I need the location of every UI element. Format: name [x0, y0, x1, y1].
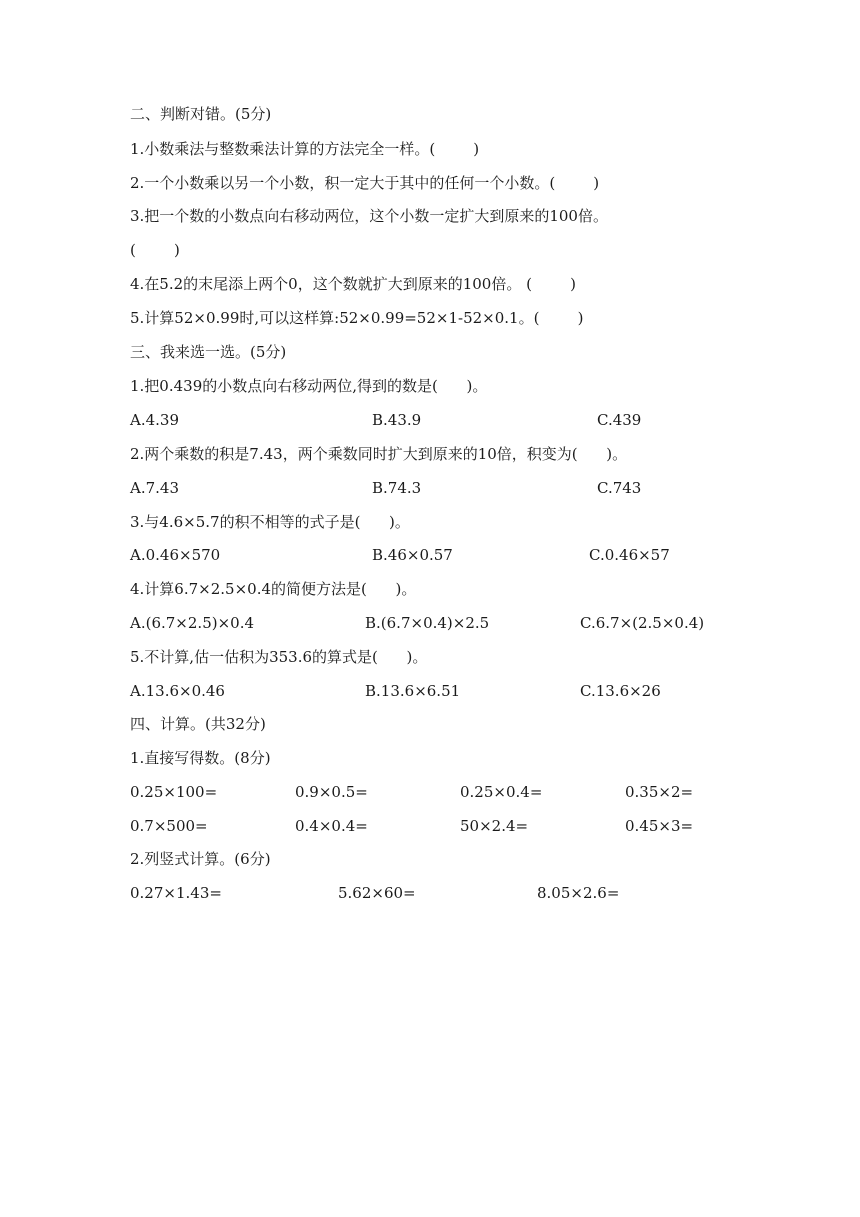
section3-q2-option-c: C.743 — [597, 479, 642, 497]
section4-part1-title: 1.直接写得数。(8分) — [130, 749, 271, 767]
section3-q4-option-b: B.(6.7×0.4)×2.5 — [365, 614, 490, 632]
mental-math-item: 0.35×2= — [625, 783, 694, 801]
section3-q1-option-b: B.43.9 — [372, 411, 422, 429]
section3-question-3: 3.与4.6×5.7的积不相等的式子是( )。 — [130, 513, 410, 531]
section3-q2-option-b: B.74.3 — [372, 479, 422, 497]
section2-question-1: 1.小数乘法与整数乘法计算的方法完全一样。( ) — [130, 140, 480, 158]
mental-math-item: 0.25×0.4= — [460, 783, 543, 801]
vertical-calc-item: 0.27×1.43= — [130, 884, 222, 902]
section2-title: 二、判断对错。(5分) — [130, 105, 272, 123]
section3-question-5: 5.不计算,估一估积为353.6的算式是( )。 — [130, 648, 428, 666]
section2-question-5: 5.计算52×0.99时,可以这样算:52×0.99=52×1-52×0.1。( ) — [130, 309, 584, 327]
mental-math-item: 50×2.4= — [460, 817, 529, 835]
section3-q1-option-a: A.4.39 — [130, 411, 179, 429]
section2-question-2: 2.一个小数乘以另一个小数，积一定大于其中的任何一个小数。( ) — [130, 174, 600, 192]
section3-q4-option-c: C.6.7×(2.5×0.4) — [580, 614, 705, 632]
mental-math-item: 0.7×500= — [130, 817, 208, 835]
vertical-calc-item: 5.62×60= — [338, 884, 416, 902]
section4-part2-title: 2.列竖式计算。(6分) — [130, 850, 271, 868]
section3-q5-option-c: C.13.6×26 — [580, 682, 661, 700]
section3-q3-option-a: A.0.46×570 — [130, 546, 221, 564]
vertical-calc-item: 8.05×2.6= — [537, 884, 620, 902]
section4-title: 四、计算。(共32分) — [130, 715, 266, 733]
section3-question-4: 4.计算6.7×2.5×0.4的简便方法是( )。 — [130, 580, 417, 598]
mental-math-item: 0.4×0.4= — [295, 817, 368, 835]
section3-q4-option-a: A.(6.7×2.5)×0.4 — [130, 614, 255, 632]
section2-question-3: 3.把一个数的小数点向右移动两位，这个小数一定扩大到原来的100倍。 — [130, 207, 608, 225]
section3-q3-option-b: B.46×0.57 — [372, 546, 453, 564]
section3-q5-option-a: A.13.6×0.46 — [130, 682, 225, 700]
section3-q5-option-b: B.13.6×6.51 — [365, 682, 461, 700]
mental-math-item: 0.9×0.5= — [295, 783, 368, 801]
section3-question-1: 1.把0.439的小数点向右移动两位,得到的数是( )。 — [130, 377, 488, 395]
section3-q3-option-c: C.0.46×57 — [589, 546, 670, 564]
section3-title: 三、我来选一选。(5分) — [130, 343, 287, 361]
mental-math-item: 0.25×100= — [130, 783, 218, 801]
mental-math-item: 0.45×3= — [625, 817, 694, 835]
section3-q2-option-a: A.7.43 — [130, 479, 179, 497]
section2-question-3-bracket: ( ) — [130, 241, 180, 259]
section3-question-2: 2.两个乘数的积是7.43，两个乘数同时扩大到原来的10倍，积变为( )。 — [130, 445, 628, 463]
section2-question-4: 4.在5.2的末尾添上两个0，这个数就扩大到原来的100倍。 ( ) — [130, 275, 576, 293]
section3-q1-option-c: C.439 — [597, 411, 642, 429]
